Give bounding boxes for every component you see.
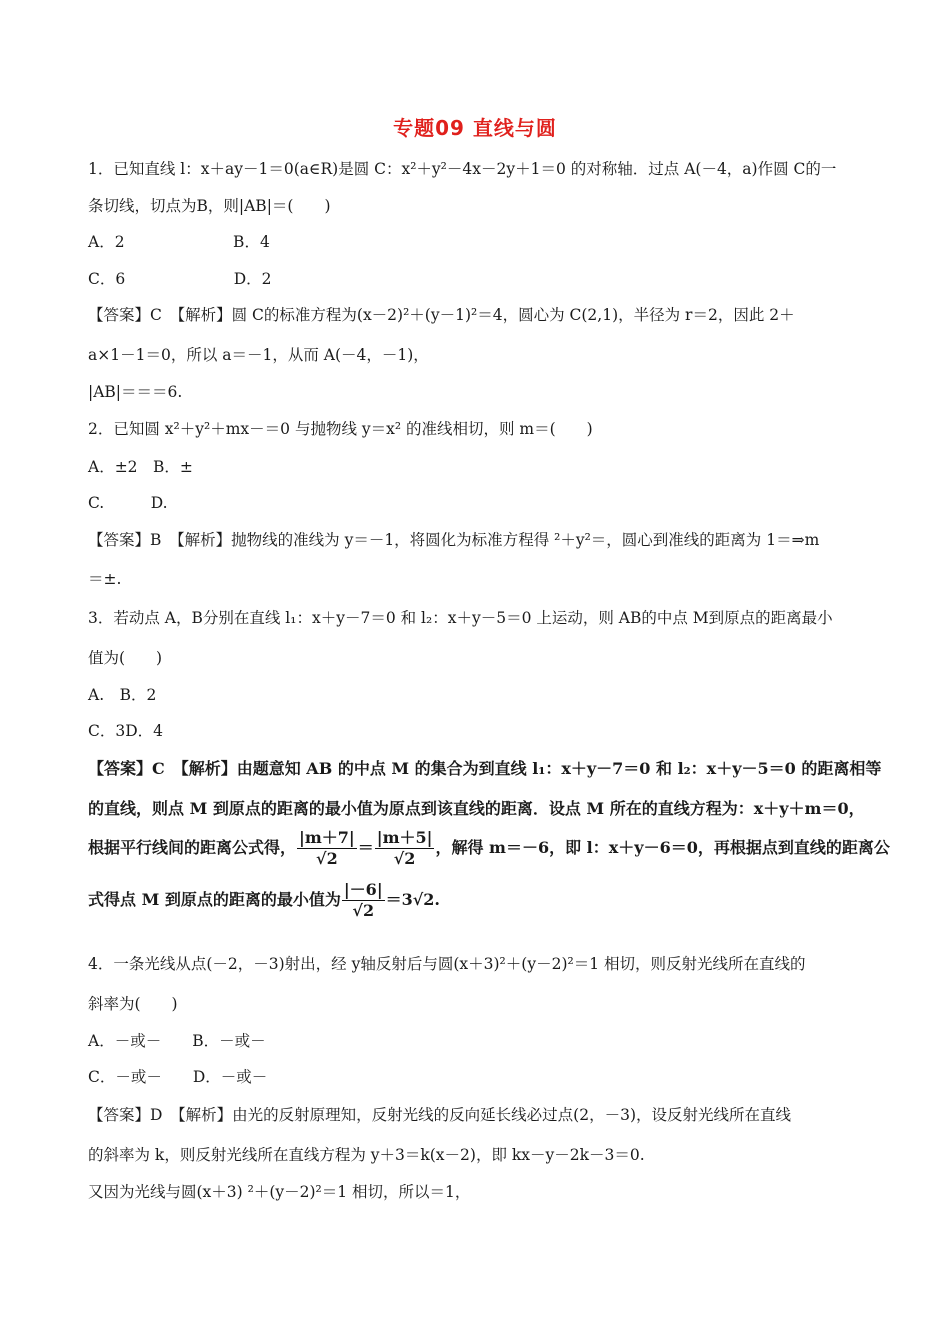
- q3-answer-line3-suffix: ，解得 m＝－6，即 l：x＋y－6＝0，再根据点到直线的距离公: [435, 838, 890, 857]
- q4-options-cd: C．－或－ D．－或－: [88, 1068, 268, 1086]
- q1-answer-line2: a×1－1＝0，所以 a＝－1，从而 A(－4，－1)，: [88, 346, 429, 364]
- q3-fraction-3-denominator: √2: [352, 901, 375, 920]
- q4-answer-line1: 【答案】D 【解析】由光的反射原理知，反射光线的反向延长线必过点(2，－3)，设反射光线所在直线: [88, 1106, 791, 1124]
- q3-fraction-3-numerator: |－6|: [343, 880, 383, 899]
- q3-fraction-2-denominator: √2: [393, 849, 416, 868]
- q3-answer-equals: ＝: [357, 838, 374, 857]
- q2-options-cd: C. D.: [88, 494, 168, 512]
- q3-fraction-3: [342, 880, 385, 921]
- q2-answer-line2: ＝±.: [88, 570, 122, 588]
- q3-stem-line2: 值为( ): [88, 649, 163, 667]
- q3-stem-line1: 3．若动点 A，B分别在直线 l₁：x＋y－7＝0 和 l₂：x＋y－5＝0 上运动，则 AB的中点 M到原点的距离最小: [88, 609, 833, 627]
- q4-answer-line3: 又因为光线与圆(x＋3) ²＋(y－2)²＝1 相切，所以＝1，: [88, 1183, 471, 1201]
- q2-stem: 2．已知圆 x²＋y²＋mx－＝0 与抛物线 y＝x² 的准线相切，则 m＝( ): [88, 420, 593, 438]
- q4-stem-line1: 4．一条光线从点(－2，－3)射出，经 y轴反射后与圆(x＋3)²＋(y－2)²＝1 相切，则反射光线所在直线的: [88, 955, 806, 973]
- q3-answer-line3-prefix: 根据平行线间的距离公式得，: [88, 838, 297, 857]
- q3-answer-line4-suffix: ＝3√2.: [385, 890, 440, 909]
- q1-answer-line3: |AB|＝＝＝6.: [88, 383, 183, 401]
- q3-fraction-1-denominator: √2: [316, 849, 338, 868]
- q3-options-cd: C．3D．4: [88, 722, 164, 740]
- page-title: 专题09 直线与圆: [393, 116, 557, 140]
- q3-fraction-1: [297, 828, 357, 869]
- q3-answer-line3: [88, 826, 890, 870]
- q3-fraction-2: [375, 828, 435, 869]
- q1-answer-line1: 【答案】C 【解析】圆 C的标准方程为(x－2)²＋(y－1)²＝4，圆心为 C(2,1)，半径为 r＝2，因此 2＋: [88, 306, 795, 324]
- q3-fraction-2-numerator: |m＋5|: [376, 828, 433, 847]
- q1-options-cd: C．6 D．2: [88, 270, 272, 288]
- q2-answer-line1: 【答案】B 【解析】抛物线的准线为 y＝－1，将圆化为标准方程得 ²＋y²＝，圆心到准线的距离为 1＝⇒m: [88, 531, 820, 549]
- q1-options-ab: A．2 B．4: [88, 233, 270, 251]
- q3-fraction-1-numerator: |m＋7|: [299, 828, 355, 847]
- q3-answer-line2: 的直线，则点 M 到原点的距离的最小值为原点到该直线的距离．设点 M 所在的直线方程为：x＋y＋m＝0，: [88, 799, 865, 818]
- q3-answer-line1: 【答案】C 【解析】由题意知 AB 的中点 M 的集合为到直线 l₁：x＋y－7＝0 和 l₂：x＋y－5＝0 的距离相等: [88, 759, 882, 778]
- q3-answer-line4: [88, 878, 440, 922]
- q3-options-ab: A. B．2: [88, 686, 157, 704]
- q1-stem-line1: 1．已知直线 l：x＋ay－1＝0(a∈R)是圆 C：x²＋y²－4x－2y＋1＝0 的对称轴．过点 A(－4，a)作圆 C的一: [88, 160, 837, 178]
- q4-answer-line2: 的斜率为 k，则反射光线所在直线方程为 y＋3＝k(x－2)，即 kx－y－2k－3＝0.: [88, 1146, 645, 1164]
- q2-options-ab: A．±2 B．±: [88, 458, 193, 476]
- q4-stem-line2: 斜率为( ): [88, 995, 178, 1013]
- q4-options-ab: A．－或－ B．－或－: [88, 1032, 266, 1050]
- q3-answer-line4-prefix: 式得点 M 到原点的距离的最小值为: [88, 890, 341, 909]
- q1-stem-line2: 条切线，切点为B，则|AB|＝( ): [88, 197, 331, 215]
